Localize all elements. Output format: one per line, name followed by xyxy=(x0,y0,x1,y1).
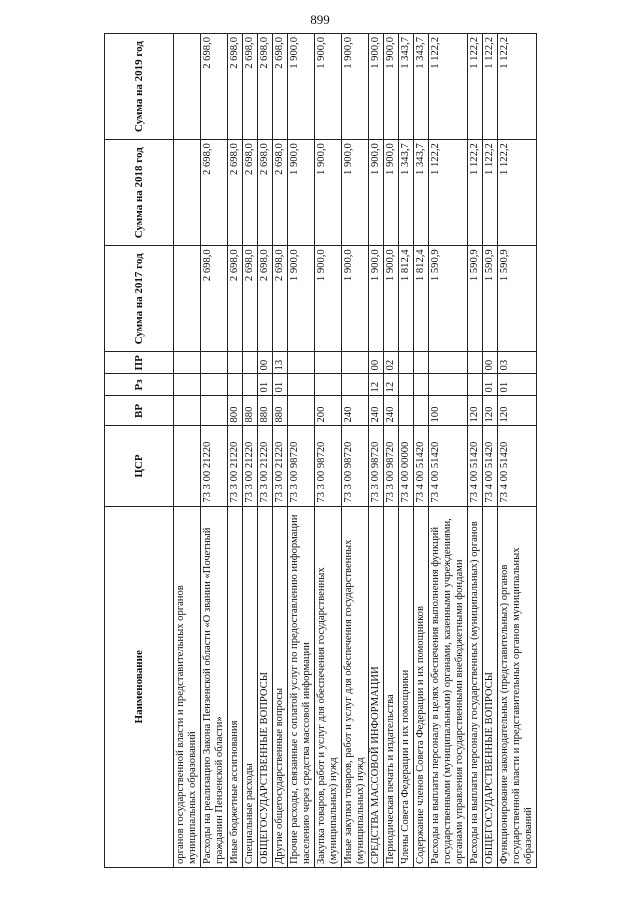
cell-name: ОБЩЕГОСУДАРСТВЕННЫЕ ВОПРОСЫ xyxy=(258,506,273,867)
header-sum-2018: Сумма на 2018 год xyxy=(105,140,174,246)
cell-name: Иные бюджетные ассигнования xyxy=(228,506,243,867)
table-row xyxy=(468,34,483,868)
cell-sum-2018: 1 343,7 xyxy=(414,140,429,246)
cell-pr xyxy=(288,352,315,374)
cell-sum-2017: 1 590,9 xyxy=(429,246,468,352)
cell-rz: 01 xyxy=(483,374,498,396)
cell-rz: 12 xyxy=(384,374,399,396)
cell-pr: 13 xyxy=(273,352,288,374)
cell-sum-2019: 2 698,0 xyxy=(228,34,243,140)
cell-sum-2019: 1 900,0 xyxy=(369,34,384,140)
cell-sum-2019: 1 900,0 xyxy=(288,34,315,140)
cell-sum-2018: 1 122,2 xyxy=(498,140,537,246)
cell-name: Расходы на выплаты персоналу государственных (муниципальных) органов xyxy=(468,506,483,867)
cell-name: ОБЩЕГОСУДАРСТВЕННЫЕ ВОПРОСЫ xyxy=(483,506,498,867)
cell-name: Содержание членов Совета Федерации и их помощников xyxy=(414,506,429,867)
cell-pr: 03 xyxy=(498,352,537,374)
cell-sum-2019: 1 122,2 xyxy=(429,34,468,140)
cell-sum-2018: 2 698,0 xyxy=(258,140,273,246)
cell-sum-2017: 1 900,0 xyxy=(342,246,369,352)
cell-vr: 880 xyxy=(273,396,288,426)
table-header-row xyxy=(105,34,174,868)
cell-vr: 100 xyxy=(429,396,468,426)
header-vr: ВР xyxy=(105,396,174,426)
table-row xyxy=(342,34,369,868)
cell-csr: 73 4 00 51420 xyxy=(483,426,498,506)
cell-pr: 00 xyxy=(258,352,273,374)
cell-sum-2019: 1 122,2 xyxy=(468,34,483,140)
cell-rz xyxy=(399,374,414,396)
cell-sum-2019: 1 900,0 xyxy=(384,34,399,140)
table-row xyxy=(174,34,201,868)
cell-sum-2017: 1 900,0 xyxy=(315,246,342,352)
cell-vr xyxy=(174,396,201,426)
cell-rz xyxy=(174,374,201,396)
cell-sum-2017: 2 698,0 xyxy=(201,246,228,352)
cell-csr: 73 3 00 98720 xyxy=(315,426,342,506)
cell-sum-2019: 1 900,0 xyxy=(315,34,342,140)
cell-sum-2019: 2 698,0 xyxy=(258,34,273,140)
cell-sum-2017: 2 698,0 xyxy=(243,246,258,352)
cell-csr xyxy=(174,426,201,506)
cell-sum-2019: 1 122,2 xyxy=(498,34,537,140)
cell-rz xyxy=(429,374,468,396)
cell-csr: 73 4 00 51420 xyxy=(468,426,483,506)
cell-vr: 240 xyxy=(342,396,369,426)
cell-vr xyxy=(288,396,315,426)
cell-sum-2018: 1 122,2 xyxy=(429,140,468,246)
table-row xyxy=(228,34,243,868)
cell-vr: 120 xyxy=(498,396,537,426)
header-sum-2017: Сумма на 2017 год xyxy=(105,246,174,352)
cell-name: Другие общегосударственные вопросы xyxy=(273,506,288,867)
cell-rz: 01 xyxy=(273,374,288,396)
cell-sum-2017: 1 812,4 xyxy=(414,246,429,352)
cell-sum-2018: 1 900,0 xyxy=(288,140,315,246)
cell-csr: 73 4 00 51420 xyxy=(498,426,537,506)
cell-sum-2018: 2 698,0 xyxy=(243,140,258,246)
cell-vr xyxy=(414,396,429,426)
table-row xyxy=(201,34,228,868)
table-row xyxy=(315,34,342,868)
cell-pr xyxy=(414,352,429,374)
cell-sum-2019: 1 343,7 xyxy=(414,34,429,140)
cell-rz: 01 xyxy=(498,374,537,396)
cell-sum-2018: 2 698,0 xyxy=(228,140,243,246)
cell-csr: 73 4 00 51420 xyxy=(429,426,468,506)
cell-rz xyxy=(468,374,483,396)
cell-name: Периодическая печать и издательства xyxy=(384,506,399,867)
cell-sum-2018: 1 900,0 xyxy=(342,140,369,246)
cell-csr: 73 3 00 98720 xyxy=(384,426,399,506)
cell-sum-2018: 1 343,7 xyxy=(399,140,414,246)
rotated-table-container xyxy=(104,33,604,868)
cell-name: СРЕДСТВА МАССОВОЙ ИНФОРМАЦИИ xyxy=(369,506,384,867)
cell-sum-2019: 1 343,7 xyxy=(399,34,414,140)
cell-sum-2017: 1 812,4 xyxy=(399,246,414,352)
cell-pr: 00 xyxy=(483,352,498,374)
cell-pr xyxy=(399,352,414,374)
cell-pr xyxy=(243,352,258,374)
table-body xyxy=(174,34,537,868)
cell-csr: 73 3 00 21220 xyxy=(243,426,258,506)
cell-sum-2017: 2 698,0 xyxy=(273,246,288,352)
cell-vr xyxy=(399,396,414,426)
table-row xyxy=(243,34,258,868)
table-row xyxy=(369,34,384,868)
cell-sum-2017: 1 900,0 xyxy=(369,246,384,352)
cell-rz: 12 xyxy=(369,374,384,396)
cell-sum-2018 xyxy=(174,140,201,246)
cell-vr: 880 xyxy=(243,396,258,426)
cell-name: органов государственной власти и представительных органов муниципальных образований xyxy=(174,506,201,867)
cell-csr: 73 3 00 21220 xyxy=(273,426,288,506)
cell-vr: 800 xyxy=(228,396,243,426)
table-row xyxy=(273,34,288,868)
table-row xyxy=(399,34,414,868)
cell-pr xyxy=(201,352,228,374)
cell-name: Иные закупки товаров, работ и услуг для обеспечения государственных (муниципальных) нужд xyxy=(342,506,369,867)
cell-pr xyxy=(315,352,342,374)
header-pr: ПР xyxy=(105,352,174,374)
page-number: 899 xyxy=(310,12,330,27)
cell-name: Члены Совета Федерации и их помощники xyxy=(399,506,414,867)
cell-sum-2018: 2 698,0 xyxy=(273,140,288,246)
cell-name: Функционирование законодательных (представительных) органов государственной власти и представительных органов муниципальных образований xyxy=(498,506,537,867)
cell-name: Специальные расходы xyxy=(243,506,258,867)
cell-pr xyxy=(342,352,369,374)
cell-pr: 02 xyxy=(384,352,399,374)
table-row xyxy=(429,34,468,868)
cell-sum-2019: 2 698,0 xyxy=(273,34,288,140)
cell-vr: 120 xyxy=(468,396,483,426)
cell-sum-2018: 1 122,2 xyxy=(483,140,498,246)
budget-table xyxy=(104,33,537,868)
header-rz: Рз xyxy=(105,374,174,396)
cell-rz xyxy=(342,374,369,396)
cell-sum-2018: 2 698,0 xyxy=(201,140,228,246)
header-csr: ЦСР xyxy=(105,426,174,506)
cell-rz xyxy=(228,374,243,396)
header-name: Наименование xyxy=(105,506,174,867)
table-row xyxy=(498,34,537,868)
cell-name: Расходы на выплаты персоналу в целях обеспечения выполнения функций государственными (муниципальными) органами, казенными учреждениями, органами управления государственными внебюджетными фондами xyxy=(429,506,468,867)
cell-rz: 01 xyxy=(258,374,273,396)
cell-csr: 73 3 00 98720 xyxy=(288,426,315,506)
header-sum-2019: Сумма на 2019 год xyxy=(105,34,174,140)
cell-vr: 240 xyxy=(384,396,399,426)
cell-pr xyxy=(468,352,483,374)
cell-pr xyxy=(228,352,243,374)
table-row xyxy=(384,34,399,868)
cell-sum-2019: 1 900,0 xyxy=(342,34,369,140)
cell-sum-2019: 1 122,2 xyxy=(483,34,498,140)
cell-rz xyxy=(243,374,258,396)
cell-sum-2017: 1 900,0 xyxy=(384,246,399,352)
cell-vr xyxy=(201,396,228,426)
cell-rz xyxy=(201,374,228,396)
cell-sum-2017 xyxy=(174,246,201,352)
cell-vr: 240 xyxy=(369,396,384,426)
cell-sum-2017: 1 590,9 xyxy=(483,246,498,352)
cell-sum-2017: 1 900,0 xyxy=(288,246,315,352)
cell-name: Закупка товаров, работ и услуг для обеспечения государственных (муниципальных) нужд xyxy=(315,506,342,867)
cell-csr: 73 4 00 00000 xyxy=(399,426,414,506)
cell-sum-2017: 1 590,9 xyxy=(498,246,537,352)
table-row xyxy=(414,34,429,868)
cell-csr: 73 4 00 51420 xyxy=(414,426,429,506)
cell-name: Расходы на реализацию Закона Пензенской области «О звании «Почетный гражданин Пензенской области» xyxy=(201,506,228,867)
cell-pr xyxy=(174,352,201,374)
cell-sum-2019: 2 698,0 xyxy=(201,34,228,140)
cell-csr: 73 3 00 21220 xyxy=(201,426,228,506)
cell-sum-2019: 2 698,0 xyxy=(243,34,258,140)
cell-vr: 120 xyxy=(483,396,498,426)
table-row xyxy=(483,34,498,868)
cell-sum-2018: 1 122,2 xyxy=(468,140,483,246)
cell-csr: 73 3 00 98720 xyxy=(342,426,369,506)
table-row xyxy=(258,34,273,868)
cell-sum-2018: 1 900,0 xyxy=(315,140,342,246)
cell-pr xyxy=(429,352,468,374)
cell-csr: 73 3 00 21220 xyxy=(258,426,273,506)
cell-sum-2017: 2 698,0 xyxy=(258,246,273,352)
cell-pr: 00 xyxy=(369,352,384,374)
cell-rz xyxy=(414,374,429,396)
cell-sum-2018: 1 900,0 xyxy=(369,140,384,246)
cell-sum-2017: 1 590,9 xyxy=(468,246,483,352)
cell-rz xyxy=(315,374,342,396)
table-row xyxy=(288,34,315,868)
cell-csr: 73 3 00 98720 xyxy=(369,426,384,506)
cell-csr: 73 3 00 21220 xyxy=(228,426,243,506)
cell-sum-2019 xyxy=(174,34,201,140)
cell-sum-2018: 1 900,0 xyxy=(384,140,399,246)
cell-vr: 880 xyxy=(258,396,273,426)
cell-rz xyxy=(288,374,315,396)
cell-sum-2017: 2 698,0 xyxy=(228,246,243,352)
cell-name: Прочие расходы, связанные с оплатой услуг по предоставлению информации населению через средства массовой информации xyxy=(288,506,315,867)
cell-vr: 200 xyxy=(315,396,342,426)
